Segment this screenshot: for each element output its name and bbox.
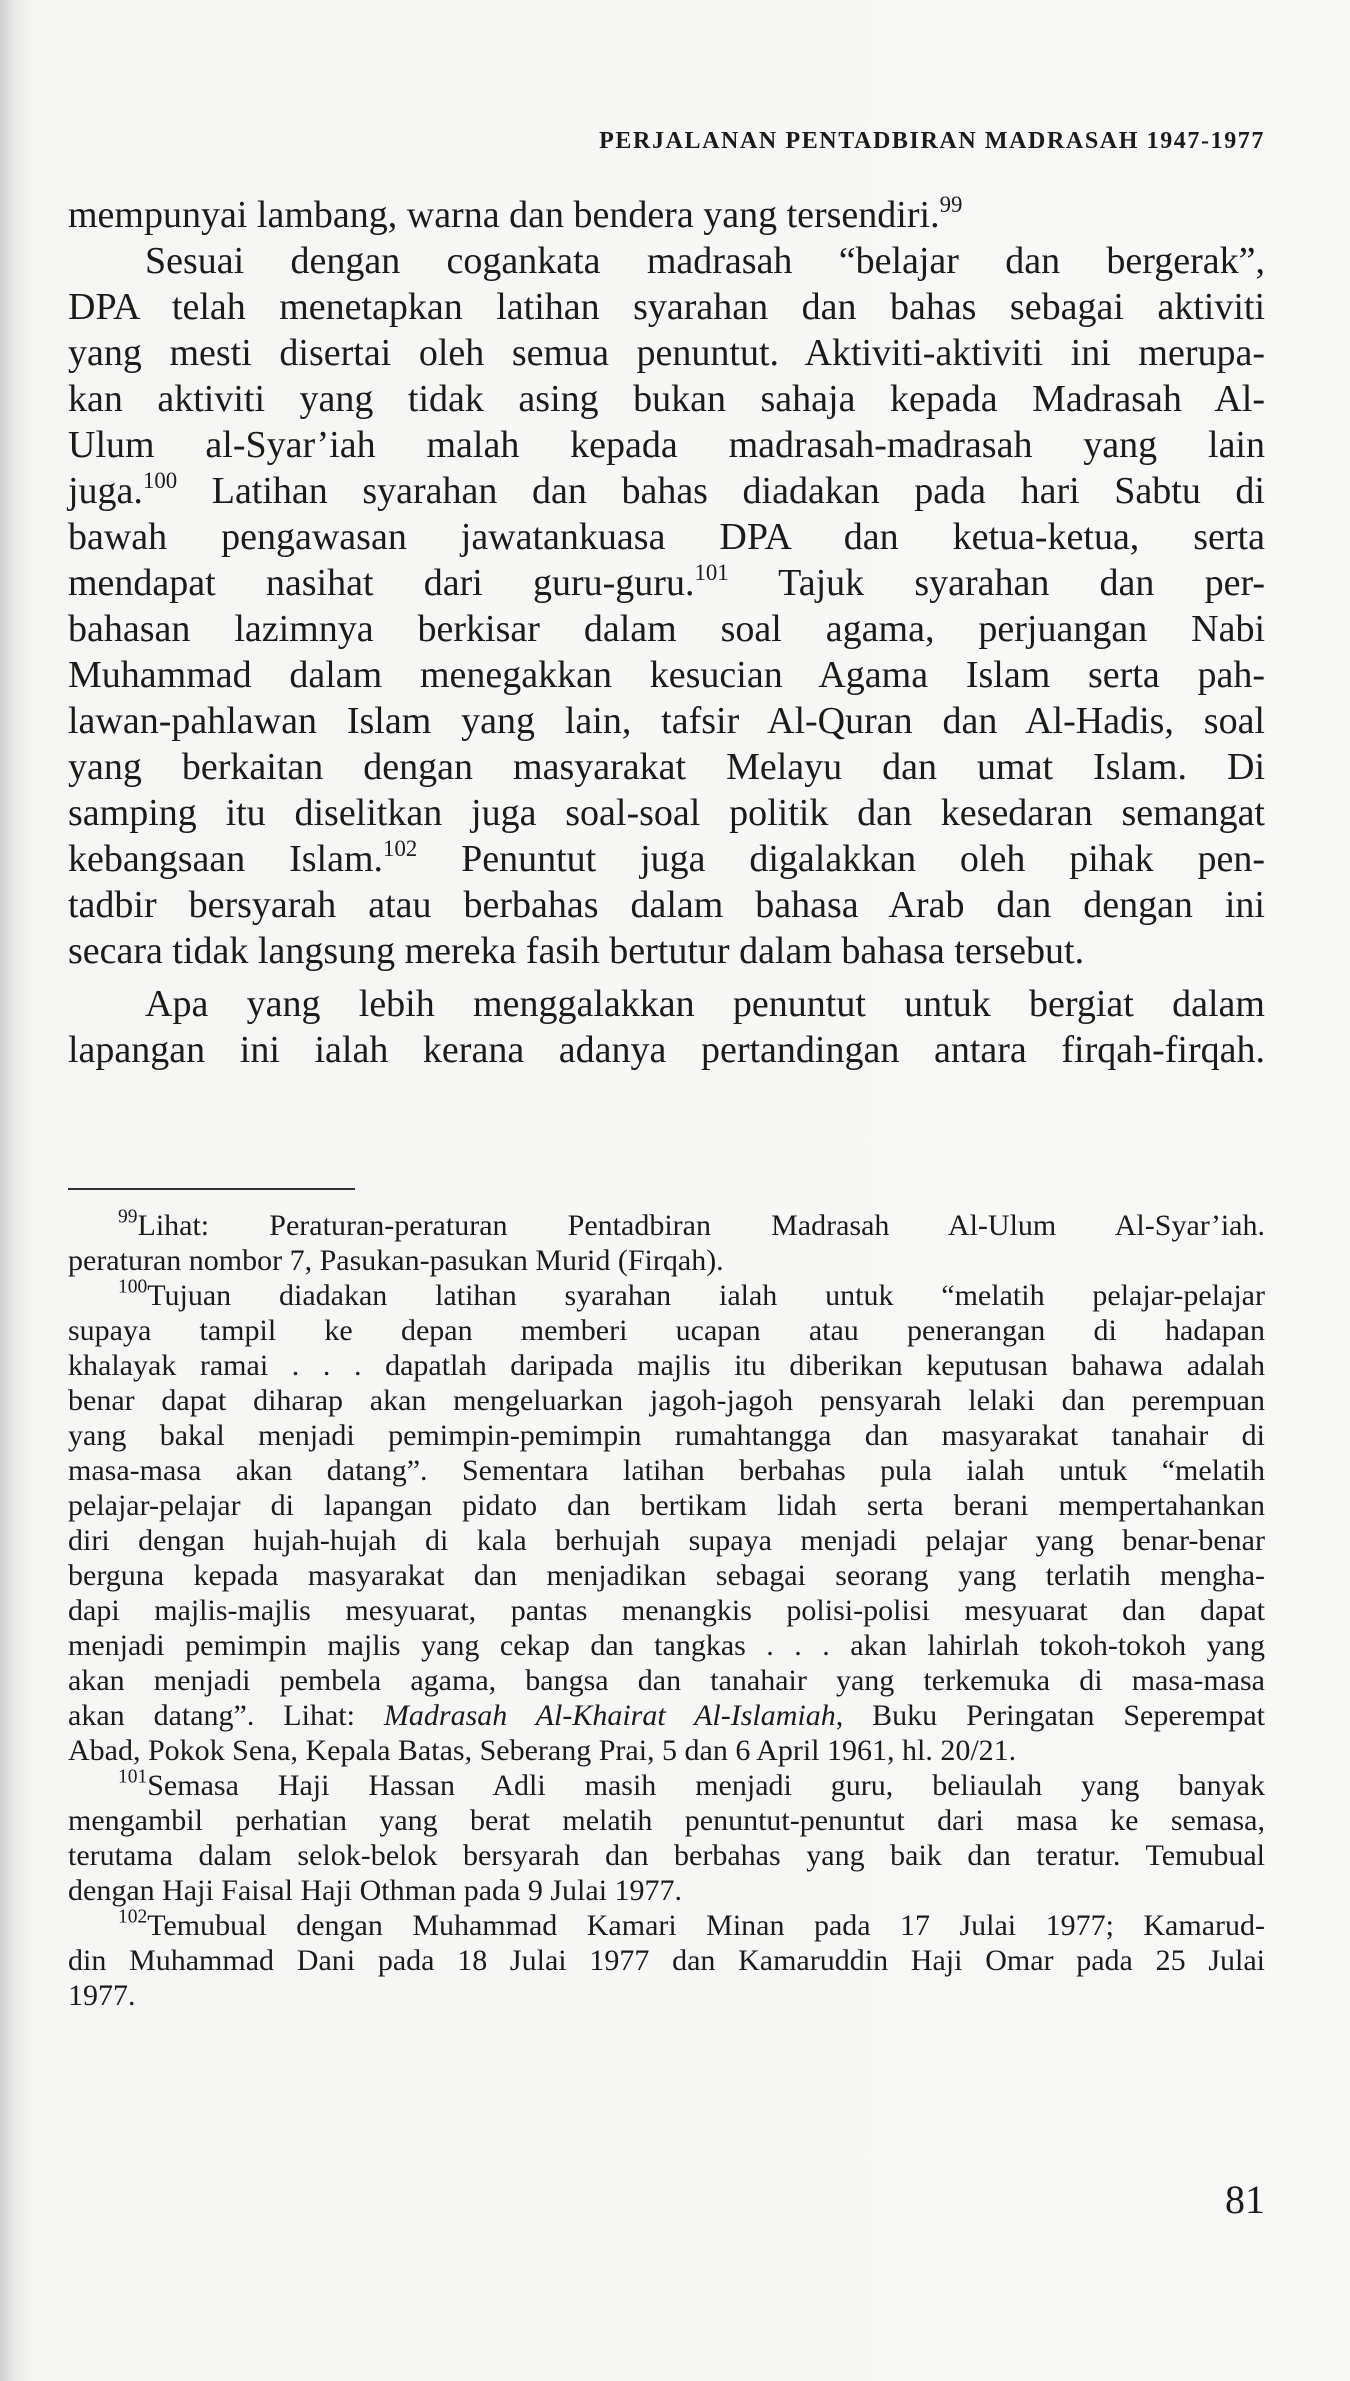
footnote-line: $^{100}$Tujuan diadakan latihan syarahan ialah untuk “melatih pelajar-pelajar	[118, 1276, 1265, 1312]
footnote-marker: 102	[118, 1906, 148, 1928]
body-line: Muhammad dalam menegakkan kesucian Agama Islam serta pah-	[68, 654, 1265, 696]
body-line: bawah pengawasan jawatankuasa DPA dan ketua-ketua, serta	[68, 516, 1265, 558]
footnote-line: akan datang”. Lihat: Madrasah Al-Khairat Al-Islamiah, Buku Peringatan Seperempat	[68, 1699, 1265, 1732]
footnote-line: berguna kepada masyarakat dan menjadikan sebagai seorang yang terlatih mengha-	[68, 1559, 1265, 1592]
footnote-marker: 101	[118, 1766, 148, 1788]
body-line: samping itu diselitkan juga soal-soal politik dan kesedaran semangat	[68, 792, 1265, 834]
footnote-line: $^{101}$Semasa Haji Hassan Adli masih menjadi guru, beliaulah yang banyak	[118, 1766, 1265, 1802]
footnote-line: diri dengan hujah-hujah di kala berhujah supaya menjadi pelajar yang benar-benar	[68, 1524, 1265, 1557]
footnote-line: yang bakal menjadi pemimpin-pemimpin rumahtangga dan masyarakat tanahair di	[68, 1419, 1265, 1452]
body-line: lawan-pahlawan Islam yang lain, tafsir Al-Quran dan Al-Hadis, soal	[68, 700, 1265, 742]
body-line: yang mesti disertai oleh semua penuntut. Aktiviti-aktiviti ini merupa-	[68, 332, 1265, 374]
body-line: lapangan ini ialah kerana adanya pertandingan antara firqah-firqah.	[68, 1029, 1265, 1071]
footnote-marker: 100	[142, 468, 178, 494]
body-line: Ulum al-Syar’iah malah kepada madrasah-madrasah yang lain	[68, 424, 1265, 466]
footnote-line: masa-masa akan datang”. Sementara latihan berbahas pula ialah untuk “melatih	[68, 1454, 1265, 1487]
footnote-marker: 101	[694, 560, 729, 586]
footnote-line: 1977.	[68, 1979, 136, 2012]
footnote-line: Abad, Pokok Sena, Kepala Batas, Seberang Prai, 5 dan 6 April 1961, hl. 20/21.	[68, 1734, 1017, 1767]
footnote-line: terutama dalam selok-belok bersyarah dan berbahas yang baik dan teratur. Temubual	[68, 1839, 1265, 1872]
body-line: Apa yang lebih menggalakkan penuntut untuk bergiat dalam	[145, 983, 1265, 1025]
footnote-line: khalayak ramai . . . dapatlah daripada majlis itu diberikan keputusan bahawa adalah	[68, 1349, 1265, 1382]
footnote-line: pelajar-pelajar di lapangan pidato dan bertikam lidah serta berani mempertahankan	[68, 1489, 1265, 1522]
body-line: DPA telah menetapkan latihan syarahan dan bahas sebagai aktiviti	[68, 286, 1265, 328]
body-line: Sesuai dengan cogankata madrasah “belajar dan bergerak”,	[145, 240, 1265, 282]
footnote-line: peraturan nombor 7, Pasukan-pasukan Murid (Firqah).	[68, 1244, 724, 1277]
italic-title: Madrasah Al-Khairat Al-Islamiah	[383, 1699, 836, 1732]
footnote-line: benar dapat diharap akan mengeluarkan jagoh-jagoh pensyarah lelaki dan perempuan	[68, 1384, 1265, 1417]
body-line: tadbir bersyarah atau berbahas dalam bahasa Arab dan dengan ini	[68, 884, 1265, 926]
body-line: juga.$^{100}$ Latihan syarahan dan bahas diadakan pada hari Sabtu di	[68, 468, 1265, 512]
footnote-line: dapi majlis-majlis mesyuarat, pantas menangkis polisi-polisi mesyuarat dan dapat	[68, 1594, 1265, 1627]
footnote-divider	[68, 1188, 355, 1190]
footnote-line: menjadi pemimpin majlis yang cekap dan tangkas . . . akan lahirlah tokoh-tokoh yang	[68, 1629, 1265, 1662]
footnote-marker: 100	[118, 1276, 148, 1298]
footnote-marker: 99	[118, 1206, 138, 1228]
footnote-marker: 99	[939, 192, 963, 218]
running-header: PERJALANAN PENTADBIRAN MADRASAH 1947-1977	[599, 128, 1265, 154]
body-line: secara tidak langsung mereka fasih bertutur dalam bahasa tersebut.	[68, 930, 1085, 972]
footnote-line: akan menjadi pembela agama, bangsa dan tanahair yang terkemuka di masa-masa	[68, 1664, 1265, 1697]
body-line: mempunyai lambang, warna dan bendera yang tersendiri.$^{99}$	[68, 192, 963, 236]
body-line: mendapat nasihat dari guru-guru.$^{101}$ Tajuk syarahan dan per-	[68, 560, 1266, 604]
page-number: 81	[1225, 2177, 1265, 2222]
footnote-marker: 102	[383, 836, 418, 862]
footnote-line: supaya tampil ke depan memberi ucapan atau penerangan di hadapan	[68, 1314, 1265, 1347]
body-line: bahasan lazimnya berkisar dalam soal agama, perjuangan Nabi	[68, 608, 1265, 650]
footnote-line: $^{102}$Temubual dengan Muhammad Kamari Minan pada 17 Julai 1977; Kamarud-	[118, 1906, 1265, 1942]
footnote-line: din Muhammad Dani pada 18 Julai 1977 dan Kamaruddin Haji Omar pada 25 Julai	[68, 1944, 1265, 1977]
body-line: yang berkaitan dengan masyarakat Melayu dan umat Islam. Di	[68, 746, 1265, 788]
body-line: kebangsaan Islam.$^{102}$ Penuntut juga digalakkan oleh pihak pen-	[68, 836, 1266, 880]
body-line: kan aktiviti yang tidak asing bukan sahaja kepada Madrasah Al-	[68, 378, 1265, 420]
footnote-line: dengan Haji Faisal Haji Othman pada 9 Julai 1977.	[68, 1874, 683, 1907]
footnote-line: mengambil perhatian yang berat melatih penuntut-penuntut dari masa ke semasa,	[68, 1804, 1265, 1837]
footnote-line: $^{99}$Lihat: Peraturan-peraturan Pentadbiran Madrasah Al-Ulum Al-Syar’iah.	[118, 1206, 1265, 1242]
